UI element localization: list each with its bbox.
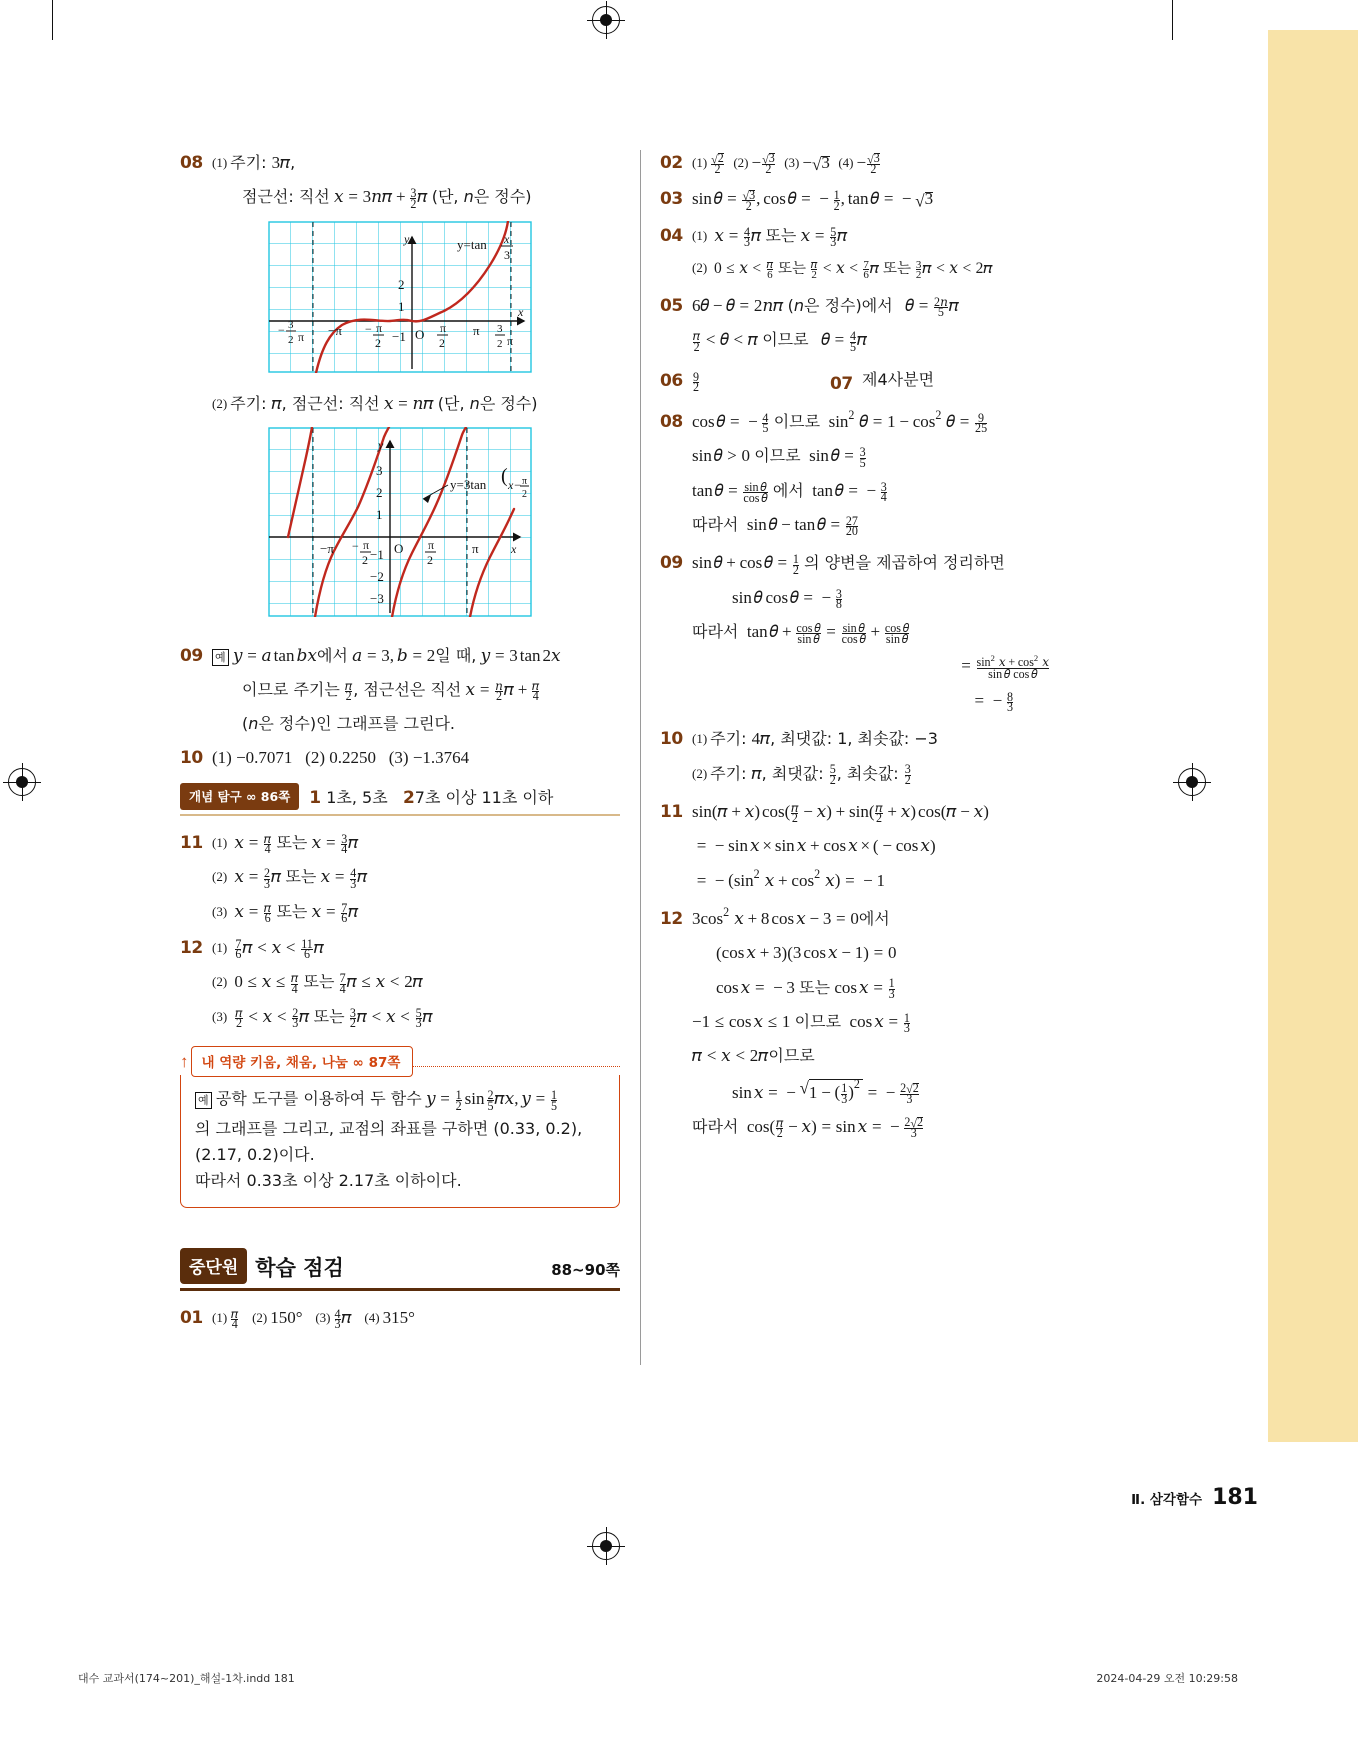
svg-text:y: y xyxy=(404,231,410,246)
registration-mark-bottom xyxy=(592,1532,620,1560)
item-body xyxy=(692,293,1090,354)
svg-text:2: 2 xyxy=(398,276,405,292)
svg-text:π: π xyxy=(363,538,370,553)
svg-text:−2: −2 xyxy=(370,569,384,585)
infinity-icon: ∞ xyxy=(246,789,257,805)
capacity-callout-header xyxy=(180,1046,620,1077)
answer-value: (3) −1.3764 xyxy=(388,747,470,767)
answer-value: 제4사분면 xyxy=(862,369,935,389)
capacity-label-text: 내 역량 키움, 채움, 나눔 xyxy=(201,1055,348,1072)
answer-line: 6 θ − θ = 2 n π (n은 정수)에서 θ = 2 n 5 π xyxy=(692,294,959,320)
item-body xyxy=(692,409,1090,538)
item-number: 07 xyxy=(830,373,853,394)
crop-mark-top-left xyxy=(52,0,53,40)
item-number: 09 xyxy=(660,553,683,574)
answer-line: (1) 주기: 3 π , xyxy=(212,153,296,172)
svg-text:−π: −π xyxy=(328,322,342,338)
answer-line: 예 공학 도구를 이용하여 두 함수 y = 1 2 sin 2 5 π x , y = 1 5 xyxy=(195,1085,605,1112)
answer-item-10-right xyxy=(660,726,1090,787)
answer-line: (3) x = π 6 또는 x = 7 6 π xyxy=(212,900,359,926)
svg-text:π: π xyxy=(507,333,514,348)
svg-text:−1: −1 xyxy=(370,547,384,563)
answer-value: 9 2 xyxy=(693,369,700,395)
answer-line: = − ( sin 2 x + cos 2 x ) = − 1 xyxy=(696,866,886,893)
item-body: sin θ = 3 2 , cos θ = − 1 2 , tan θ = − 3 xyxy=(692,187,934,213)
answer-item-06 xyxy=(660,368,1090,397)
item-number: 06 xyxy=(660,370,683,391)
answer-line: sin ( π + x ) cos ( π 2 − x ) + sin ( π 2 + x ) cos ( π − x ) xyxy=(692,800,989,826)
section-title: 학습 점검 xyxy=(255,1256,344,1281)
answer-line: = − 8 3 xyxy=(974,689,1013,715)
svg-text:2: 2 xyxy=(427,553,433,568)
answer-line: = − sin x × sin x + cos x × ( − cos x ) xyxy=(696,836,936,859)
item-body xyxy=(692,726,1090,787)
svg-text:x: x xyxy=(518,304,524,319)
item-body: (1) 2 2 (2) − 3 2 (3) − 3 (4) − 3 2 xyxy=(692,151,880,177)
capacity-callout-body xyxy=(180,1075,620,1208)
svg-text:−: − xyxy=(352,539,359,554)
item-number: 03 xyxy=(660,189,683,210)
svg-text:2: 2 xyxy=(439,335,445,350)
svg-text:3: 3 xyxy=(376,463,383,479)
answer-line: ( cos x + 3 ) ( 3 cos x − 1 ) = 0 xyxy=(716,943,897,966)
example-tag: 예 xyxy=(212,649,229,666)
svg-text:π: π xyxy=(473,322,480,338)
svg-text:π: π xyxy=(472,541,479,557)
column-divider-rule xyxy=(640,150,641,1365)
answer-line: (1) 주기: 4 π , 최댓값: 1, 최솟값: −3 xyxy=(692,729,938,749)
svg-text:x: x xyxy=(504,231,510,246)
answer-item-08 xyxy=(180,150,620,636)
answer-item-03 xyxy=(660,186,1090,212)
item-body xyxy=(212,935,620,1030)
item-body xyxy=(692,906,1090,1140)
svg-text:3: 3 xyxy=(288,318,294,331)
answer-line: (3) π 2 < x < 2 3 π 또는 3 2 π < x < 5 3 π xyxy=(212,1005,433,1031)
crop-mark-top-right xyxy=(1172,0,1173,40)
answer-line: 따라서 0.33초 이상 2.17초 이하이다. xyxy=(195,1170,462,1190)
answer-line: (2) 0 ≤ x < π 6 또는 π 2 < x < 7 6 π 또는 3 2 π < x < 2 π xyxy=(692,259,993,281)
svg-text:3: 3 xyxy=(504,247,510,262)
answer-line: (2.17, 0.2)이다. xyxy=(195,1144,315,1164)
svg-text:π: π xyxy=(376,320,383,335)
answer-line: (1) 7 6 π < x < 11 6 π xyxy=(212,937,324,962)
svg-text:−3: −3 xyxy=(370,591,384,607)
svg-text:2: 2 xyxy=(497,337,503,350)
answer-item-10 xyxy=(180,745,620,771)
graph-3tan-x-minus-pi-over-2 xyxy=(268,427,620,625)
footer-page-number: 181 xyxy=(1212,1485,1258,1510)
sub-answer-text: 7초 이상 11초 이하 xyxy=(414,788,554,808)
answer-line: (2) 주기: π , 점근선: 직선 x = n π (단, n은 정수) xyxy=(212,394,538,414)
svg-text:y: y xyxy=(378,438,384,453)
right-answer-column xyxy=(660,150,1090,1147)
item-number: 02 xyxy=(660,153,683,173)
item-number: 12 xyxy=(660,908,683,929)
answer-line: (1) x = 4 3 π 또는 x = 5 3 π xyxy=(692,224,848,250)
item-number: 10 xyxy=(660,729,683,750)
answer-line: 따라서 sin θ − tan θ = 27 20 xyxy=(692,513,858,539)
answer-item-08-right xyxy=(660,409,1090,538)
svg-text:π: π xyxy=(428,538,435,553)
answer-value: (1) −0.7071 xyxy=(212,747,293,767)
section-header xyxy=(180,1248,620,1284)
answer-line: (2) 주기: π , 최댓값: 5 2 , 최솟값: 3 2 xyxy=(692,762,911,787)
section-underline xyxy=(180,1288,620,1291)
section-page-range: 88~90쪽 xyxy=(551,1261,620,1280)
answer-line: (n은 정수)인 그래프를 그린다. xyxy=(242,714,455,734)
svg-text:π: π xyxy=(440,320,447,335)
item-number: 05 xyxy=(660,296,683,317)
print-info-right: 2024-04-29 오전 10:29:58 xyxy=(1096,1672,1238,1685)
item-number: 08 xyxy=(180,153,203,173)
answer-line: tan θ = sin θ cos θ 에서 tan θ = − 3 4 xyxy=(692,479,887,506)
answer-line: sin θ cos θ = − 3 8 xyxy=(732,586,842,612)
svg-text:2: 2 xyxy=(362,553,368,568)
registration-mark-top xyxy=(592,6,620,34)
item-number: 04 xyxy=(660,225,683,246)
answer-line: (1) x = π 4 또는 x = 3 4 π xyxy=(212,831,359,857)
sub-answer-text: 1초, 5초 xyxy=(326,788,388,808)
svg-text:2: 2 xyxy=(376,485,383,501)
concept-explore-badge-row xyxy=(180,783,620,810)
item-body xyxy=(692,223,1090,281)
svg-text:−1: −1 xyxy=(392,328,406,344)
svg-text:2: 2 xyxy=(375,335,381,350)
print-info-left: 대수 교과서(174~201)_해설-1차.indd 181 xyxy=(78,1672,295,1685)
svg-text:2: 2 xyxy=(288,333,294,346)
item-body xyxy=(212,150,620,636)
item-body xyxy=(692,368,1090,397)
capacity-page-ref: 87쪽 xyxy=(368,1055,401,1072)
section-tag: 중단원 xyxy=(180,1248,247,1284)
answer-line: = sin 2 x + cos 2 x sin θ cos θ xyxy=(961,652,1049,681)
up-arrow-icon: ↑ xyxy=(180,1052,189,1072)
badge-underline xyxy=(180,814,620,816)
svg-text:π: π xyxy=(298,329,305,344)
answer-item-09-right xyxy=(660,550,1090,714)
answer-item-11 xyxy=(180,830,620,925)
svg-text:−: − xyxy=(365,321,372,336)
answer-line: 따라서 cos ( π 2 − x ) = sin x = − 2 2 3 xyxy=(692,1115,924,1141)
answer-line: sin x = − 1 − ( 1 3 ) 2 = − 2 2 3 xyxy=(732,1077,919,1106)
answer-value: (2) 0.2250 xyxy=(305,747,376,767)
svg-text:O: O xyxy=(394,541,404,557)
svg-text:(: ( xyxy=(501,465,508,488)
answer-item-01 xyxy=(180,1305,620,1331)
item-number: 11 xyxy=(660,801,683,822)
example-tag: 예 xyxy=(195,1092,212,1109)
left-answer-column xyxy=(180,150,620,1338)
answer-line: 점근선: 직선 x = 3 n π + 3 2 π (단, n은 정수) xyxy=(242,186,532,211)
answer-line: 𝜋 < x < 2 π 이므로 xyxy=(692,1046,815,1066)
answer-line: 이므로 주기는 π 2 , 점근선은 직선 x = n 2 π + π 4 xyxy=(242,678,540,704)
answer-line: − 1 ≤ cos x ≤ 1 이므로 cos x = 1 3 xyxy=(692,1010,910,1036)
svg-text:x: x xyxy=(511,542,517,557)
capacity-callout-label xyxy=(191,1046,414,1077)
svg-text:2: 2 xyxy=(522,489,527,501)
answer-item-12-right xyxy=(660,906,1090,1140)
answer-line: cos θ = − 4 5 이므로 sin 2 θ = 1 − cos 2 θ = 9 25 xyxy=(692,408,988,436)
svg-text:y=3tan: y=3tan xyxy=(450,477,487,493)
item-body xyxy=(692,550,1090,714)
svg-text:π: π xyxy=(522,476,528,488)
item-body xyxy=(212,830,620,925)
capacity-dashed-rule xyxy=(413,1066,620,1067)
answer-item-09 xyxy=(180,643,620,738)
svg-text:x−: x− xyxy=(508,478,522,493)
concept-answers xyxy=(309,785,553,808)
item-body: (1) π 4 (2) 150 ° (3) 4 3 π (4) 315 ° xyxy=(212,1307,415,1332)
svg-text:1: 1 xyxy=(398,298,405,314)
concept-explore-badge xyxy=(180,783,299,810)
svg-text:O: O xyxy=(415,326,425,342)
graph-tan-x-over-3 xyxy=(268,221,620,381)
svg-text:y=tan: y=tan xyxy=(457,236,487,252)
sub-answer-number: 1 xyxy=(309,788,322,809)
item-number: 01 xyxy=(180,1308,203,1329)
answer-line: 의 그래프를 그리고, 교점의 좌표를 구하면 (0.33, 0.2), xyxy=(195,1119,583,1139)
answer-item-02 xyxy=(660,150,1090,176)
svg-text:−: − xyxy=(278,322,285,337)
item-body xyxy=(212,643,620,738)
sub-answer-number: 2 xyxy=(402,788,415,809)
page-side-band xyxy=(1268,30,1358,1442)
answer-line: sin θ > 0 이므로 sin θ = 3 5 xyxy=(692,445,866,470)
answer-line: 따라서 tan θ + cos θ sin θ = sin θ cos θ + cos θ sin θ xyxy=(692,621,910,647)
badge-label: 개념 탐구 xyxy=(189,789,242,805)
answer-line: (2) x = 2 3 π 또는 x = 4 3 π xyxy=(212,866,368,891)
item-number: 12 xyxy=(180,938,203,959)
svg-text:1: 1 xyxy=(376,507,383,523)
answer-line: (2) 0 ≤ x ≤ π 4 또는 7 4 π ≤ x < 2 π xyxy=(212,971,423,996)
item-body xyxy=(212,745,620,771)
answer-line: 예 y = a tan b x 에서 a = 3 , b = 2 일 때, y = 3 tan 2 x xyxy=(212,643,620,669)
answer-line: sin θ + cos θ = 1 2 의 양변을 제곱하여 정리하면 xyxy=(692,552,1005,577)
answer-line: 𝜋 2 < θ < π 이므로 θ = 4 5 π xyxy=(693,329,868,354)
svg-text:3: 3 xyxy=(497,322,503,335)
footer-chapter: Ⅱ. 삼각함수 xyxy=(1131,1492,1203,1508)
badge-page-ref: 86쪽 xyxy=(260,789,291,805)
registration-mark-right xyxy=(1178,768,1206,796)
page-footer xyxy=(1131,1485,1258,1510)
answer-item-12 xyxy=(180,935,620,1030)
infinity-icon: ∞ xyxy=(352,1055,364,1072)
item-number: 09 xyxy=(180,645,203,666)
item-number: 08 xyxy=(660,412,683,433)
item-number: 10 xyxy=(180,747,203,768)
answer-item-05 xyxy=(660,293,1090,354)
answer-line: cos x = − 3 또는 cos x = 1 3 xyxy=(716,976,895,1001)
item-body xyxy=(692,799,1090,894)
registration-mark-left xyxy=(8,768,36,796)
item-number: 11 xyxy=(180,833,203,854)
svg-text:−π: −π xyxy=(320,541,334,557)
answer-item-11-right xyxy=(660,799,1090,894)
capacity-callout-box xyxy=(180,1046,620,1208)
answer-item-04 xyxy=(660,223,1090,281)
answer-line: 3 cos 2 x + 8 cos x − 3 = 0 에서 xyxy=(692,905,890,928)
